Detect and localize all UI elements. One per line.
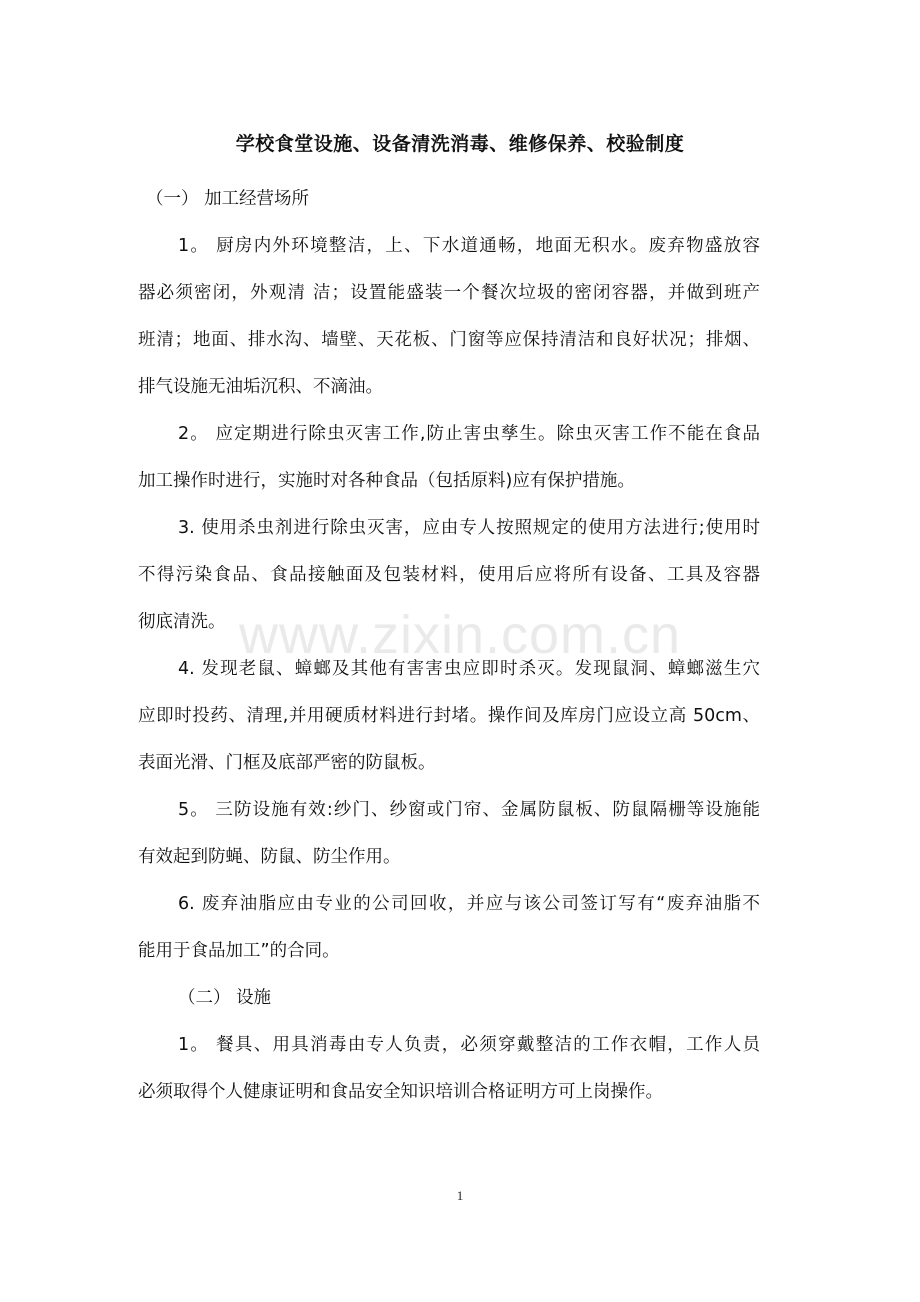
paragraph-line: 5。 三防设施有效:纱门、纱窗或门帘、金属防鼠板、防鼠隔栅等设施能 (178, 800, 760, 820)
paragraph-line: 能用于食品加工”的合同。 (138, 941, 340, 961)
paragraph-line: 必须取得个人健康证明和食品安全知识培训合格证明方可上岗操作。 (138, 1082, 663, 1102)
page-number: 1 (456, 1188, 464, 1203)
paragraph-line: 有效起到防蝇、防鼠、防尘作用。 (138, 847, 401, 867)
document-title: 学校食堂设施、设备清洗消毒、维修保养、校验制度 (235, 133, 685, 155)
paragraph-line: 班清；地面、排水沟、墙壁、天花板、门窗等应保持清洁和良好状况；排烟、 (138, 330, 760, 350)
paragraph-line: 4. 发现老鼠、蟑螂及其他有害害虫应即时杀灭。发现鼠洞、蟑螂滋生穴 (178, 659, 760, 679)
paragraph-line: 2。 应定期进行除虫灭害工作,防止害虫孳生。除虫灭害工作不能在食品 (178, 424, 760, 444)
paragraph-line: 表面光滑、门框及底部严密的防鼠板。 (138, 753, 436, 773)
paragraph-line: 加工操作时进行，实施时对各种食品（包括原料)应有保护措施。 (138, 471, 635, 491)
paragraph-line: 应即时投药、清理,并用硬质材料进行封堵。操作间及库房门应设立高 50cm、 (138, 706, 760, 726)
paragraph-line: 不得污染食品、食品接触面及包装材料，使用后应将所有设备、工具及容器 (138, 565, 760, 585)
watermark: www.zixin.com.cn (238, 605, 682, 665)
paragraph-line: （二） 设施 (178, 988, 272, 1008)
paragraph-line: 排气设施无油垢沉积、不滴油。 (138, 377, 383, 397)
paragraph-line: 1。 厨房内外环境整洁，上、下水道通畅，地面无积水。废弃物盛放容 (178, 236, 760, 256)
paragraph-line: 器必须密闭，外观清 洁；设置能盛装一个餐次垃圾的密闭容器，并做到班产 (138, 283, 760, 303)
paragraph-line: （一） 加工经营场所 (146, 189, 310, 209)
paragraph-line: 6. 废弃油脂应由专业的公司回收，并应与该公司签订写有“废弃油脂不 (178, 894, 760, 914)
paragraph-line: 彻底清洗。 (138, 612, 226, 632)
paragraph-line: 1。 餐具、用具消毒由专人负责，必须穿戴整洁的工作衣帽，工作人员 (178, 1035, 760, 1055)
paragraph-line: 3. 使用杀虫剂进行除虫灭害，应由专人按照规定的使用方法进行;使用时 (178, 518, 760, 538)
